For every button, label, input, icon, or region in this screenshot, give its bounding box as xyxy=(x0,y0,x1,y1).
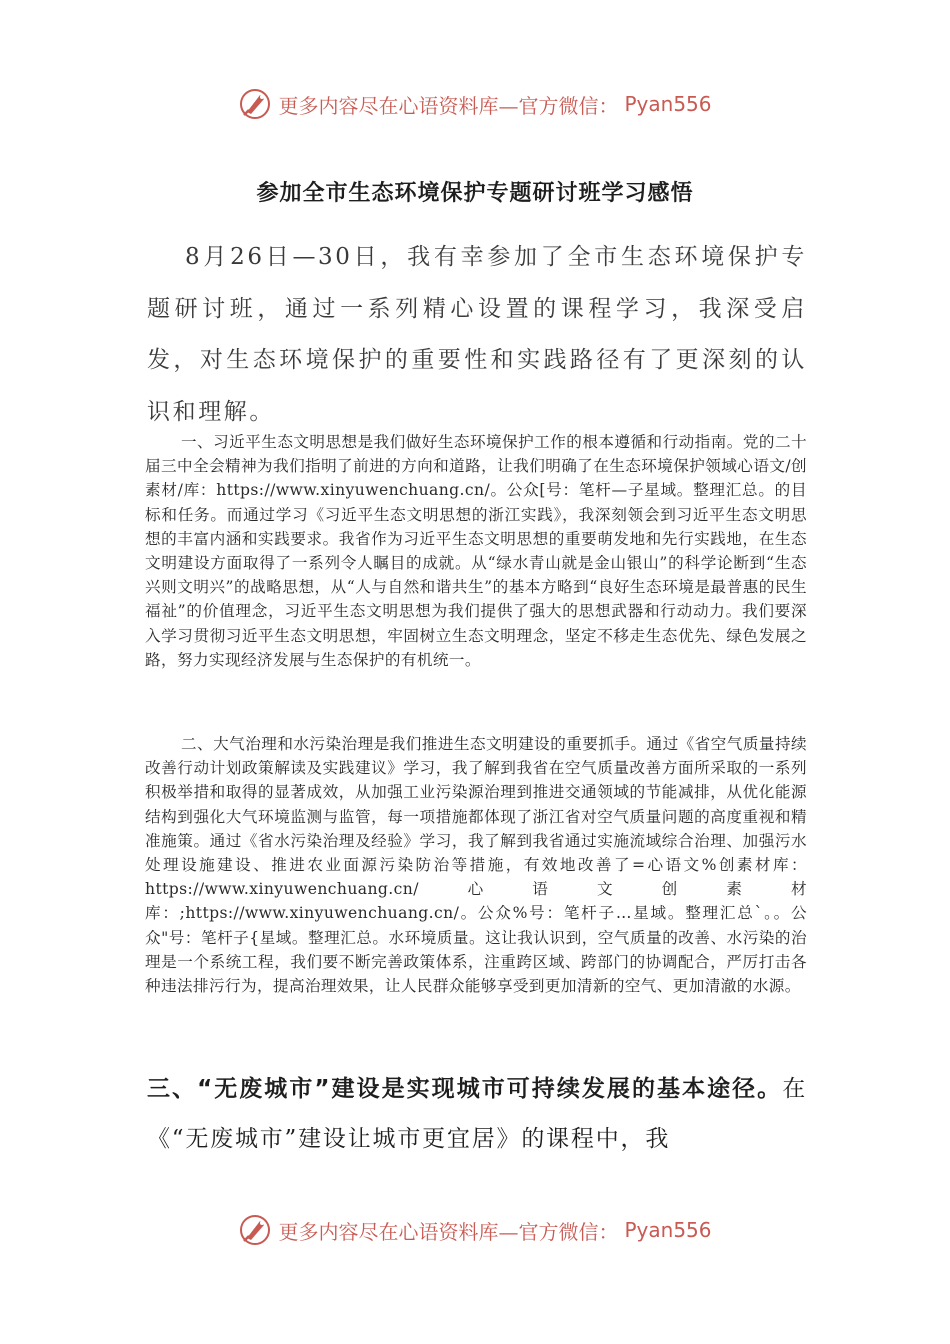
body-paragraph-2: 二、大气治理和水污染治理是我们推进生态文明建设的重要抓手。通过《省空气质量持续改善行动计划政策解读及实践建议》学习，我了解到我省在空气质量改善方面所采取的一系列积极举措和取得的显著成效，从加强工业污染源治理到推进交通领域的节能减排，从优化能源结构到强化大气环境监测与监管，每一项措施都体现了浙江省对空气质量问题的高度重视和精准施策。通过《省水污染治理及经验》学习，我了解到我省通过实施流域综合治理、加强污水处理设施建设、推进农业面源污染防治等措施，有效地改善了=心语文%创素材库：https://www.xinyuwenchuang.cn/心语文创素材库：;https://www.xinyuwenchuang.cn/。公众%号：笔杆子…星域。整理汇总`。。公众"号：笔杆子{星域。整理汇总。水环境质量。这让我认识到，空气质量的改善、水污染的治理是一个系统工程，我们要不断完善政策体系，注重跨区域、跨部门的协调配合，严厉打击各种违法排污行为，提高治理效果，让人民群众能够享受到更加清新的空气、更加清澈的水源。 xyxy=(145,735,807,996)
section-3-heading: 三、“无废城市”建设是实现城市可持续发展的基本途径。 xyxy=(147,1076,783,1102)
section-3-text: 在《“无废城市”建设让城市更宜居》的课程中，我 xyxy=(147,1076,807,1152)
pen-nib-logo-icon xyxy=(238,87,272,121)
banner-handle: Pyan556 xyxy=(624,1218,712,1242)
body-paragraph-1: 一、习近平生态文明思想是我们做好生态环境保护工作的根本遵循和行动指南。党的二十届三中全会精神为我们指明了前进的方向和道路，让我们明确了在生态环境保护领域心语文/创素材/库：https://www.xinyuwenchuang.cn/。公众[号：笔杆—子星域。整理汇总。的目标和任务。而通过学习《习近平生态文明思想的浙江实践》，我深刻领会到习近平生态文明思想的丰富内涵和实践要求。我省作为习近平生态文明思想的重要萌发地和先行实践地，在生态文明建设方面取得了一系列令人瞩目的成就。从“绿水青山就是金山银山”的科学论断到“生态兴则文明兴”的战略思想，从“人与自然和谐共生”的基本方略到“良好生态环境是最普惠的民生福祉”的价值理念，习近平生态文明思想为我们提供了强大的思想武器和行动动力。我们要深入学习贯彻习近平生态文明思想，牢固树立生态文明理念，坚定不移走生态优先、绿色发展之路，努力实现经济发展与生态保护的有机统一。 xyxy=(145,433,807,669)
document-title: 参加全市生态环境保护专题研讨班学习感悟 xyxy=(256,181,694,206)
section-3-paragraph xyxy=(147,1064,807,1164)
header-banner xyxy=(228,84,722,124)
intro-paragraph: 8月26日—30日，我有幸参加了全市生态环境保护专题研讨班，通过一系列精心设置的课程学习，我深受启发，对生态环境保护的重要性和实践路径有了更深刻的认识和理解。 xyxy=(147,244,807,425)
banner-text: 更多内容尽在心语资料库—官方微信： xyxy=(278,1219,619,1244)
banner-handle: Pyan556 xyxy=(624,92,712,116)
pen-nib-logo-icon xyxy=(238,1213,272,1247)
banner-text: 更多内容尽在心语资料库—官方微信： xyxy=(278,93,619,118)
footer-banner xyxy=(228,1210,722,1250)
